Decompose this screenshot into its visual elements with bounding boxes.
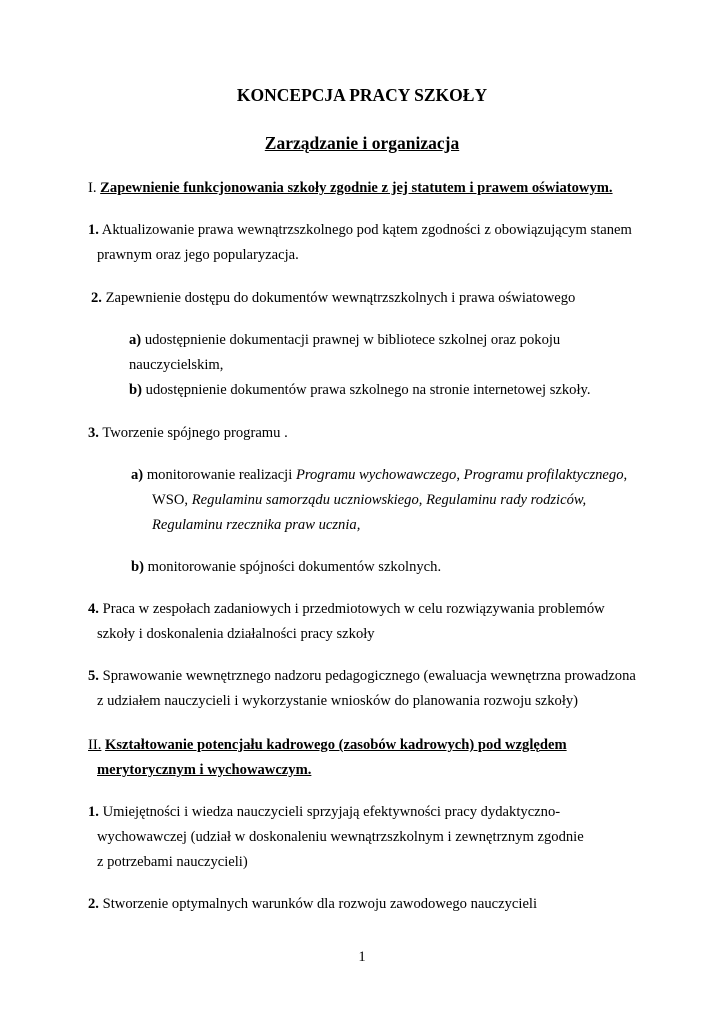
page-number: 1 <box>358 949 366 965</box>
subitem-marker: b) <box>129 382 142 398</box>
document-title: KONCEPCJA PRACY SZKOŁY <box>236 85 488 105</box>
section-2-heading-text: Kształtowanie potencjału kadrowego (zasobów kadrowych) pod względem <box>105 737 567 753</box>
subitem-text: monitorowanie spójności dokumentów szkolnych. <box>147 559 442 575</box>
separator: , <box>623 467 628 483</box>
item-number: 1. <box>88 222 99 238</box>
item-1-3 <box>88 424 288 442</box>
item-number: 5. <box>88 668 99 684</box>
item-1-5-continued: z udziałem nauczycieli i wykorzystanie wniosków do planowania rozwoju szkoły) <box>97 693 579 709</box>
item-text: Umiejętności i wiedza nauczycieli sprzyjają efektywności pracy dydaktyczno- <box>102 804 561 820</box>
item-2-1-continued: wychowawczej (udział w doskonaleniu wewnątrzszkolnym i zewnętrznym zgodnie <box>97 829 584 845</box>
item-number: 2. <box>88 896 99 912</box>
section-2-heading <box>88 736 567 754</box>
subitem-text: udostępnienie dokumentacji prawnej w bibliotece szkolnej oraz pokoju <box>144 332 561 348</box>
item-1-4-continued: szkoły i doskonalenia działalności pracy szkoły <box>97 626 375 642</box>
item-text: Zapewnienie dostępu do dokumentów wewnątrzszkolnych i prawa oświatowego <box>105 290 576 306</box>
subitem-marker: a) <box>129 332 142 348</box>
item-text: Praca w zespołach zadaniowych i przedmiotowych w celu rozwiązywania problemów <box>102 601 605 617</box>
section-1-heading-text: Zapewnienie funkcjonowania szkoły zgodnie z jej statutem i prawem oświatowym. <box>100 180 613 196</box>
item-number: 1. <box>88 804 99 820</box>
subitem-text: monitorowanie realizacji <box>146 467 293 483</box>
item-1-5 <box>88 667 636 685</box>
section-1-numeral: I. <box>88 180 97 196</box>
subitem-1-3-a <box>131 466 627 484</box>
item-2-1-continued-2: z potrzebami nauczycieli) <box>97 854 248 870</box>
item-text: Tworzenie spójnego programu . <box>102 425 288 441</box>
item-number: 4. <box>88 601 99 617</box>
separator: , <box>456 467 460 483</box>
section-2-heading-continued: merytorycznym i wychowawczym. <box>97 762 312 778</box>
section-2-numeral: II. <box>88 737 102 753</box>
item-1-1-continued: prawnym oraz jego popularyzacja. <box>97 247 299 263</box>
subitem-1-2-a-continued: nauczycielskim, <box>129 357 224 373</box>
item-1-2 <box>91 289 575 307</box>
subitem-1-3-a-continued-2: Regulaminu rzecznika praw ucznia, <box>152 517 361 533</box>
item-number: 2. <box>91 290 102 306</box>
section-1-heading <box>88 179 613 197</box>
subitem-1-2-a <box>129 331 560 349</box>
separator: , <box>418 492 423 508</box>
subitem-marker: a) <box>131 467 144 483</box>
item-2-1 <box>88 803 560 821</box>
subitem-text: udostępnienie dokumentów prawa szkolnego na stronie internetowej szkoły. <box>145 382 591 398</box>
document-name: Regulaminu rady rodziców, <box>426 492 587 508</box>
subitem-1-3-b <box>131 558 441 576</box>
document-name: WSO, <box>152 492 189 508</box>
item-1-1 <box>88 221 632 239</box>
item-text: Stworzenie optymalnych warunków dla rozwoju zawodowego nauczycieli <box>102 896 538 912</box>
document-name: Programu profilaktycznego <box>463 467 624 483</box>
subitem-1-3-a-continued <box>152 491 586 509</box>
item-text: Aktualizowanie prawa wewnątrzszkolnego pod kątem zgodności z obowiązującym stanem <box>101 222 632 238</box>
document-name: Programu wychowawczego <box>295 467 457 483</box>
section-title: Zarządzanie i organizacja <box>264 133 460 153</box>
document-name: Regulaminu samorządu uczniowskiego <box>191 492 419 508</box>
subitem-marker: b) <box>131 559 144 575</box>
subitem-1-2-b <box>129 381 591 399</box>
item-2-2 <box>88 895 537 913</box>
item-1-4 <box>88 600 605 618</box>
item-text: Sprawowanie wewnętrznego nadzoru pedagogicznego (ewaluacja wewnętrzna prowadzona <box>102 668 636 684</box>
item-number: 3. <box>88 425 99 441</box>
